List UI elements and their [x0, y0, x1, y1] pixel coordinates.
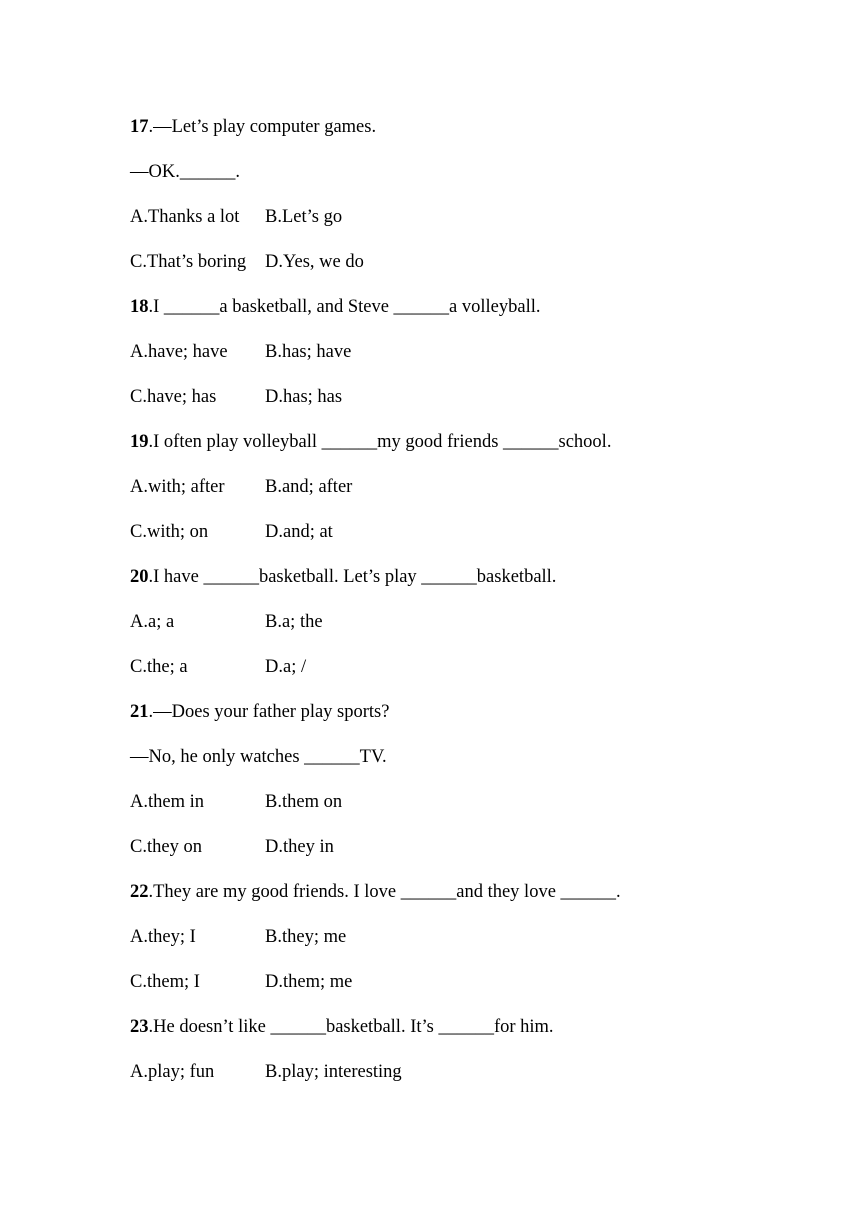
option-d: D.a; / [265, 657, 307, 677]
question-21-options-row-2 [130, 832, 770, 877]
question-text: .He doesn’t like ______basketball. It’s ______for him. [148, 1017, 554, 1037]
question-18-options-row-2 [130, 382, 770, 427]
question-text: .They are my good friends. I love ______and they love ______. [148, 882, 621, 902]
option-a: A.have; have [130, 342, 228, 362]
option-b: B.them on [265, 792, 343, 812]
question-19-stem [130, 427, 770, 472]
question-20-stem [130, 562, 770, 607]
option-a: A.them in [130, 792, 204, 812]
question-18-stem [130, 292, 770, 337]
option-b: B.play; interesting [265, 1062, 402, 1082]
worksheet-page [130, 112, 770, 1102]
option-a: A.a; a [130, 612, 175, 632]
question-text: .—Does your father play sports? [148, 702, 390, 722]
option-b: B.they; me [265, 927, 347, 947]
question-number: 18 [130, 297, 149, 317]
question-20-options-row-1 [130, 607, 770, 652]
option-d: D.Yes, we do [265, 252, 364, 272]
question-17-options-row-1 [130, 202, 770, 247]
question-number: 22 [130, 882, 149, 902]
option-c: C.with; on [130, 522, 209, 542]
question-22-options-row-1 [130, 922, 770, 967]
question-21-stem [130, 697, 770, 742]
option-d: D.them; me [265, 972, 353, 992]
option-c: C.them; I [130, 972, 200, 992]
question-text: .I often play volleyball ______my good friends ______school. [148, 432, 612, 452]
option-c: C.the; a [130, 657, 188, 677]
question-text: —No, he only watches ______TV. [130, 747, 387, 767]
question-23-stem [130, 1012, 770, 1057]
option-a: A.play; fun [130, 1062, 215, 1082]
question-number: 23 [130, 1017, 149, 1037]
question-text: .I have ______basketball. Let’s play ______basketball. [148, 567, 557, 587]
option-c: C.have; has [130, 387, 217, 407]
question-23-options-row-1 [130, 1057, 770, 1102]
question-17-response [130, 157, 770, 202]
question-20-options-row-2 [130, 652, 770, 697]
option-b: B.Let’s go [265, 207, 343, 227]
question-21-response [130, 742, 770, 787]
option-b: B.a; the [265, 612, 323, 632]
option-b: B.has; have [265, 342, 352, 362]
question-number: 17 [130, 117, 149, 137]
question-number: 19 [130, 432, 149, 452]
option-c: C.That’s boring [130, 252, 247, 272]
question-22-stem [130, 877, 770, 922]
option-a: A.Thanks a lot [130, 207, 240, 227]
option-b: B.and; after [265, 477, 353, 497]
question-19-options-row-1 [130, 472, 770, 517]
question-number: 20 [130, 567, 149, 587]
question-text: .—Let’s play computer games. [148, 117, 377, 137]
question-number: 21 [130, 702, 149, 722]
option-c: C.they on [130, 837, 202, 857]
question-22-options-row-2 [130, 967, 770, 1012]
question-17-options-row-2 [130, 247, 770, 292]
question-17-stem [130, 112, 770, 157]
option-a: A.with; after [130, 477, 225, 497]
question-18-options-row-1 [130, 337, 770, 382]
option-a: A.they; I [130, 927, 196, 947]
question-19-options-row-2 [130, 517, 770, 562]
question-21-options-row-1 [130, 787, 770, 832]
question-text: .I ______a basketball, and Steve ______a volleyball. [148, 297, 541, 317]
question-text: —OK.______. [130, 162, 240, 182]
option-d: D.has; has [265, 387, 343, 407]
option-d: D.and; at [265, 522, 333, 542]
option-d: D.they in [265, 837, 334, 857]
